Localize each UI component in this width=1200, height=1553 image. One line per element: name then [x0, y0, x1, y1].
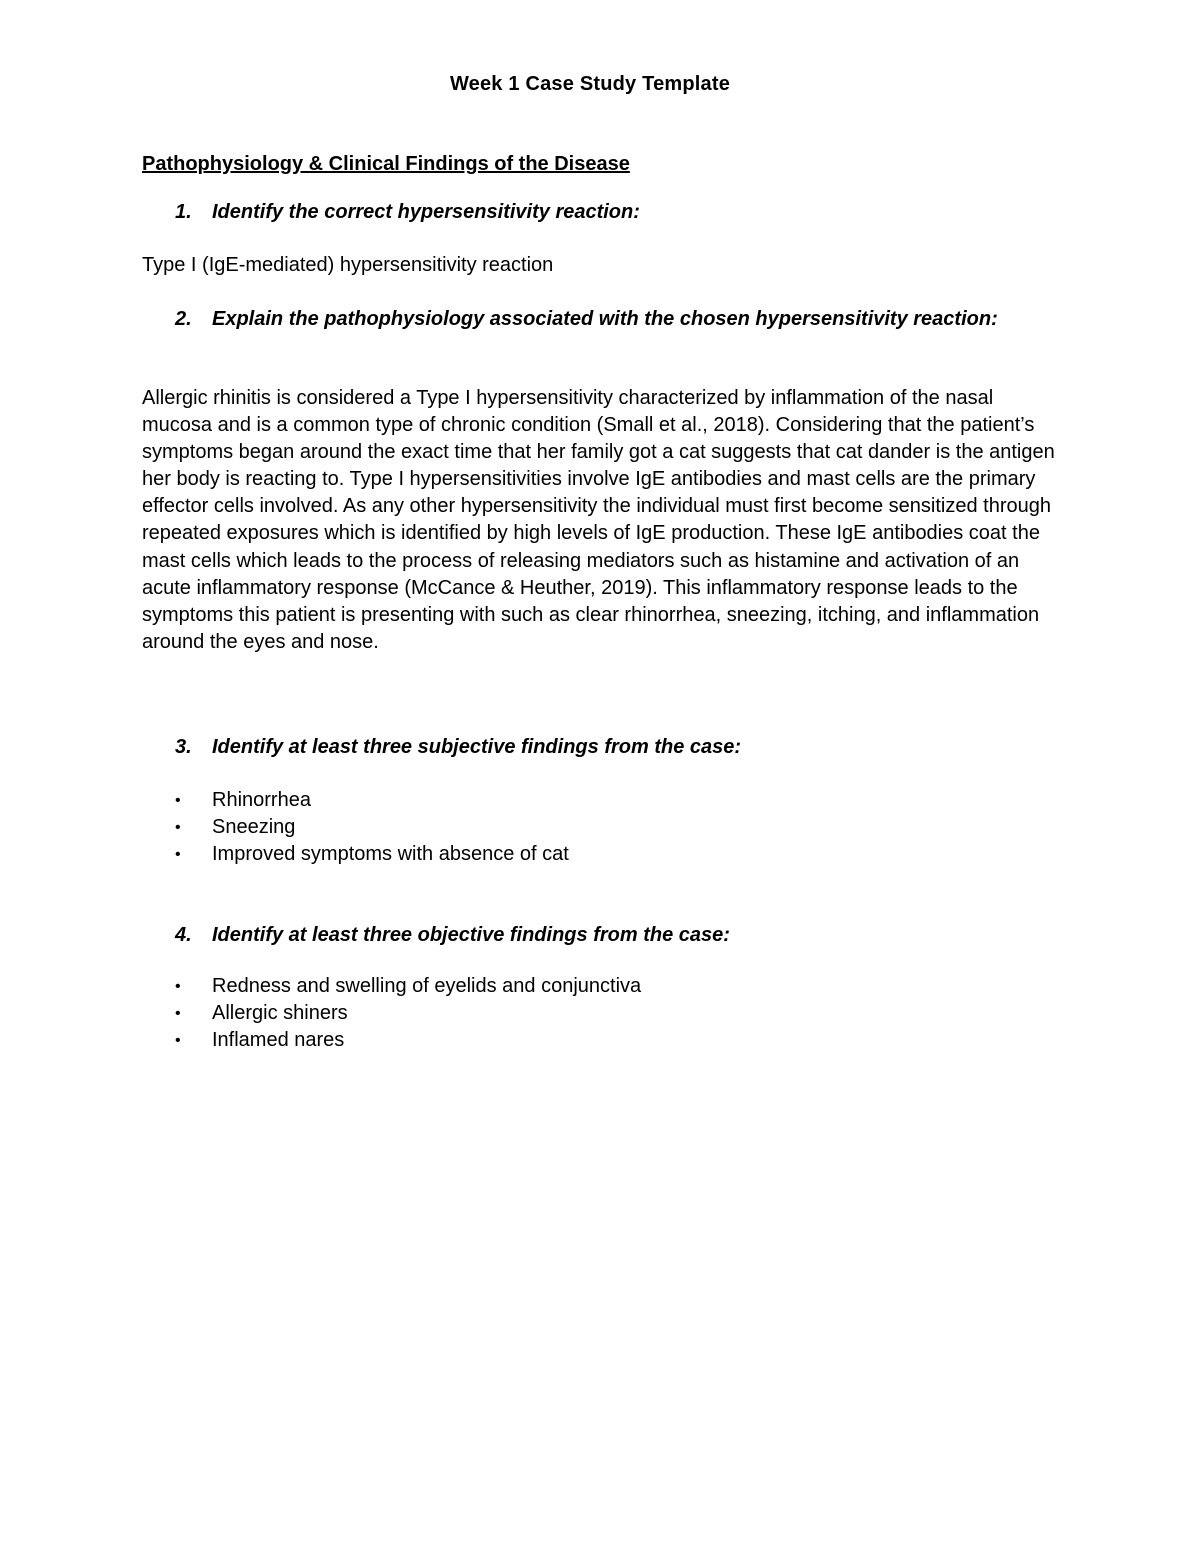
- list-item-text: Inflamed nares: [212, 1029, 345, 1051]
- question-3-text: Identify at least three subjective findings from the case:: [212, 736, 742, 758]
- question-3: [142, 734, 1002, 760]
- list-item-text: Redness and swelling of eyelids and conjunctiva: [212, 975, 642, 997]
- question-4-number: 4.: [175, 924, 192, 946]
- answer-1: Type I (IgE-mediated) hypersensitivity reaction: [142, 254, 554, 276]
- list-item: [142, 787, 569, 814]
- list-item-text: Allergic shiners: [212, 1002, 348, 1024]
- list-item: [142, 1000, 641, 1027]
- question-3-number: 3.: [175, 736, 192, 758]
- list-item: [142, 841, 569, 868]
- question-4: [142, 922, 1002, 948]
- list-item: [142, 973, 641, 1000]
- list-item-text: Sneezing: [212, 816, 296, 838]
- bullet-icon: •: [175, 846, 181, 863]
- question-2-number: 2.: [175, 308, 192, 330]
- list-item-text: Rhinorrhea: [212, 789, 311, 811]
- bullet-icon: •: [175, 1032, 181, 1049]
- question-4-text: Identify at least three objective findings from the case:: [212, 924, 730, 946]
- bullet-icon: •: [175, 792, 181, 809]
- document-title: Week 1 Case Study Template: [449, 73, 731, 95]
- answer-2-paragraph: Allergic rhinitis is considered a Type I hypersensitivity characterized by inflammation of the nasal mucosa and is a common type of chronic condition (Small et al., 2018). Considering that the patient’s symptoms began around the exact time that her family got a cat suggests that cat dander is the antigen her body is reacting to. Type I hypersensitivities involve IgE antibodies and mast cells are the primary effector cells involved. As any other hypersensitivity the individual must first become sensitized through repeated exposures which is identified by high levels of IgE production. These IgE antibodies coat the mast cells which leads to the process of releasing mediators such as histamine and activation of an acute inflammatory response (McCance & Heuther, 2019). This inflammatory response leads to the symptoms this patient is presenting with such as clear rhinorrhea, sneezing, itching, and inflammation around the eyes and nose.: [142, 387, 1055, 653]
- bullet-icon: •: [175, 819, 181, 836]
- list-item: [142, 814, 569, 841]
- question-1-number: 1.: [175, 201, 192, 223]
- bullet-icon: •: [175, 1005, 181, 1022]
- subjective-findings-list: [142, 787, 569, 868]
- question-1-text: Identify the correct hypersensitivity reaction:: [212, 201, 640, 223]
- bullet-icon: •: [175, 978, 181, 995]
- section-heading: Pathophysiology & Clinical Findings of the Disease: [142, 153, 630, 175]
- objective-findings-list: [142, 973, 641, 1054]
- question-1: [142, 199, 1002, 225]
- list-item-text: Improved symptoms with absence of cat: [212, 843, 569, 865]
- question-2: [142, 306, 1002, 332]
- list-item: [142, 1027, 641, 1054]
- question-2-text: Explain the pathophysiology associated with the chosen hypersensitivity reaction:: [212, 308, 998, 330]
